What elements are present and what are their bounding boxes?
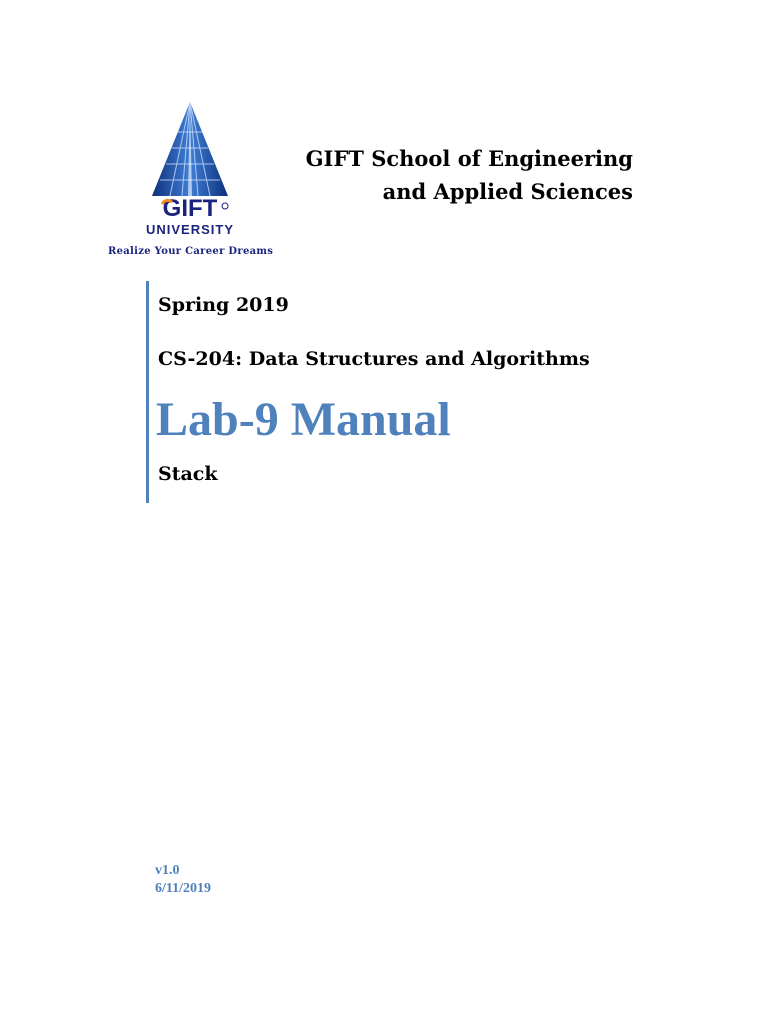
logo-brand-text: GIFT	[162, 195, 218, 222]
accent-divider	[146, 281, 149, 503]
school-name-line-1: GIFT School of Engineering	[305, 146, 633, 171]
logo-tagline: Realize Your Career Dreams	[108, 246, 274, 257]
lab-manual-title: Lab-9 Manual	[156, 393, 451, 446]
logo-subtitle-text: UNIVERSITY	[145, 222, 235, 237]
version-number: v1.0	[155, 863, 180, 878]
lab-topic: Stack	[158, 463, 218, 485]
version-block	[155, 862, 211, 898]
version-date: 6/11/2019	[155, 881, 212, 896]
school-name-line-2: and Applied Sciences	[382, 179, 633, 204]
school-name	[233, 142, 633, 208]
course-title: CS-204: Data Structures and Algorithms	[158, 348, 590, 370]
semester-label: Spring 2019	[158, 294, 289, 316]
